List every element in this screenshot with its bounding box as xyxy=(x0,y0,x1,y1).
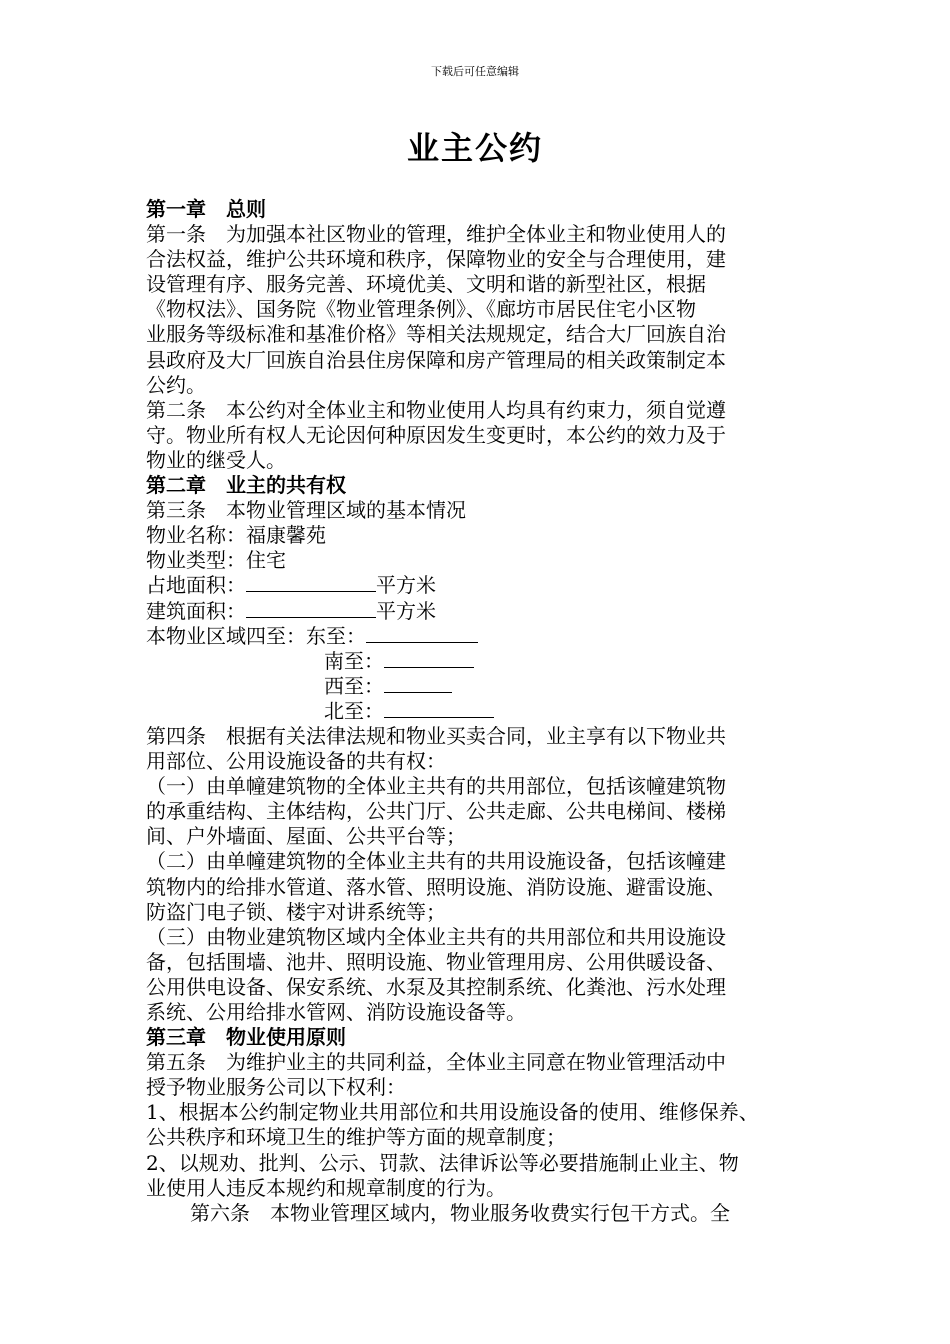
chapter-2-heading: 第二章 业主的共有权 xyxy=(146,473,346,498)
north-label: 北至： xyxy=(324,698,384,723)
article-5-line: 授予物业服务公司以下权利： xyxy=(146,1075,406,1100)
item-1-line: （一）由单幢建筑物的全体业主共有的共用部位，包括该幢建筑物 xyxy=(146,774,726,799)
land-area-line xyxy=(146,573,836,598)
article-1-line: 县政府及大厂回族自治县住房保障和房产管理局的相关政策制定本 xyxy=(146,347,726,372)
item-3-line: 系统、公用给排水管网、消防设施设备等。 xyxy=(146,1000,526,1024)
chapter-1-heading: 第一章 总则 xyxy=(146,197,266,221)
article-4-line: 第四条 根据有关法律法规和物业买卖合同，业主享有以下物业共 xyxy=(146,723,726,748)
item-3-line: 公用供电设备、保安系统、水泵及其控制系统、化粪池、污水处理 xyxy=(146,974,726,999)
page-header-note: 下载后可任意编辑 xyxy=(431,65,519,78)
article-1-line: 设管理有序、服务完善、环境优美、文明和谐的新型社区，根据 xyxy=(146,272,706,297)
building-area-line xyxy=(146,599,836,624)
west-blank xyxy=(384,674,452,693)
east-label: 东至： xyxy=(306,623,366,648)
item-2-line: 防盗门电子锁、楼宇对讲系统等； xyxy=(146,899,446,924)
item-2-line: 筑物内的给排水管道、落水管、照明设施、消防设施、避雷设施、 xyxy=(146,874,726,899)
east-blank xyxy=(366,624,478,643)
article-2-line: 物业的继受人。 xyxy=(146,447,286,472)
article-4-line: 用部位、公用设施设备的共有权： xyxy=(146,749,446,774)
land-area-label: 占地面积： xyxy=(146,573,246,598)
building-area-blank xyxy=(246,599,376,618)
boundaries-label: 本物业区域四至： xyxy=(146,623,306,648)
article-1-line: 《物权法》、国务院《物业管理条例》、《廊坊市居民住宅小区物 xyxy=(146,297,696,322)
right-2-line: 业使用人违反本规约和规章制度的行为。 xyxy=(146,1175,506,1200)
land-area-blank xyxy=(246,573,376,592)
article-2-line: 守。物业所有权人无论因何种原因发生变更时，本公约的效力及于 xyxy=(146,422,726,447)
article-6-line: 第六条 本物业管理区域内，物业服务收费实行包干方式。全 xyxy=(190,1200,730,1225)
item-1-line: 的承重结构、主体结构，公共门厅、公共走廊、公共电梯间、楼梯 xyxy=(146,799,726,824)
north-blank xyxy=(384,699,494,718)
item-1-line: 间、户外墙面、屋面、公共平台等； xyxy=(146,824,466,849)
right-1-line: 1、根据本公约制定物业共用部位和共用设施设备的使用、维修保养、 xyxy=(146,1100,759,1125)
property-type-line: 物业类型：住宅 xyxy=(146,548,286,573)
article-1-line: 公约。 xyxy=(146,372,206,397)
right-1-line: 公共秩序和环境卫生的维护等方面的规章制度； xyxy=(146,1125,566,1150)
article-2-line: 第二条 本公约对全体业主和物业使用人均具有约束力，须自觉遵 xyxy=(146,397,726,422)
building-area-unit: 平方米 xyxy=(376,598,436,623)
boundaries-west-line xyxy=(146,674,836,699)
boundaries-east-line xyxy=(146,624,836,649)
article-1-line: 业服务等级标准和基准价格》等相关法规规定，结合大厂回族自治 xyxy=(146,322,726,347)
article-3-line: 第三条 本物业管理区域的基本情况 xyxy=(146,498,466,523)
boundaries-south-line xyxy=(146,649,836,674)
item-2-line: （二）由单幢建筑物的全体业主共有的共用设施设备，包括该幢建 xyxy=(146,849,726,874)
article-1-line: 合法权益，维护公共环境和秩序，保障物业的安全与合理使用，建 xyxy=(146,247,726,272)
article-5-line: 第五条 为维护业主的共同利益，全体业主同意在物业管理活动中 xyxy=(146,1050,726,1075)
chapter-3-heading: 第三章 物业使用原则 xyxy=(146,1025,346,1050)
document-body xyxy=(146,197,836,1226)
building-area-label: 建筑面积： xyxy=(146,598,246,623)
item-3-line: （三）由物业建筑物区域内全体业主共有的共用部位和共用设施设 xyxy=(146,924,726,949)
article-1-line: 第一条 为加强本社区物业的管理，维护全体业主和物业使用人的 xyxy=(146,222,726,247)
right-2-line: 2、以规劝、批判、公示、罚款、法律诉讼等必要措施制止业主、物 xyxy=(146,1150,739,1175)
land-area-unit: 平方米 xyxy=(376,573,436,598)
west-label: 西至： xyxy=(324,673,384,698)
item-3-line: 备，包括围墙、池井、照明设施、物业管理用房、公用供暖设备、 xyxy=(146,949,726,974)
property-name-line: 物业名称：福康馨苑 xyxy=(146,523,326,548)
boundaries-north-line xyxy=(146,699,836,724)
south-blank xyxy=(384,649,474,668)
south-label: 南至： xyxy=(324,648,384,673)
document-title: 业主公约 xyxy=(406,129,543,167)
